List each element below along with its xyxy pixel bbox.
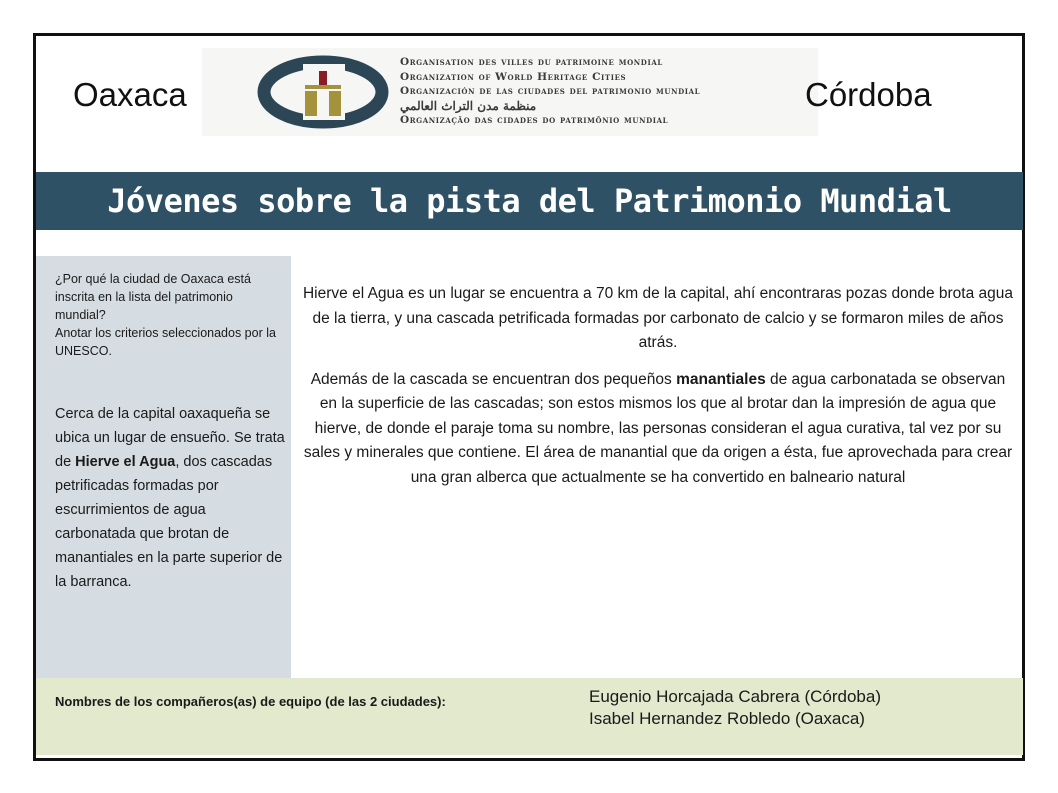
- main-paragraph-2: [300, 368, 1016, 491]
- team-names: [589, 686, 881, 730]
- main-paragraph-1: Hierve el Agua es un lugar se encuentra a 70 km de la capital, ahí encontraras pozas donde brota agua de la tierra, y una cascada petrificada formadas por carbonato de calcio y se formaron miles de años atrás.: [302, 285, 1014, 351]
- logo-line-es: Organización de las ciudades del patrimonio mundial: [400, 85, 701, 97]
- city-oaxaca: Oaxaca: [73, 76, 187, 113]
- team-member-1: Eugenio Horcajada Cabrera (Córdoba): [589, 687, 881, 706]
- logo-line-en: Organization of World Heritage Cities: [400, 70, 627, 83]
- sidebar-question: ¿Por qué la ciudad de Oaxaca está inscrita en la lista del patrimonio mundial?: [55, 272, 251, 322]
- main-p2-rest: de agua carbonatada se observan en la superficie de las cascadas; son estos mismos los que al brotar dan la impresión de agua que hierve, de donde el paraje toma su nombre, las personas consideran el agua curativa, tal vez por su sales y minerales que contiene. El área de manantial que da origen a ésta, fue aprovechada para crear una gran alberca que actualmente se ha convertido en balneario natural: [303, 370, 1013, 486]
- owhc-emblem-icon: [257, 54, 389, 130]
- sidebar-desc-rest: , dos cascadas petrificadas formadas por escurrimientos de agua carbonatada que brotan de manantiales en la parte superior de la barranca.: [55, 454, 283, 590]
- main-description: [300, 282, 1016, 490]
- sidebar-description: [55, 402, 287, 594]
- owhc-logo: [202, 48, 818, 136]
- sidebar-desc-intro: Cerca de la capital oaxaqueña se ubica un lugar de ensueño. Se trata de: [55, 406, 285, 470]
- main-p2-highlight: manantiales: [676, 370, 766, 388]
- title-banner: [36, 172, 1023, 230]
- sidebar-panel: [36, 256, 291, 678]
- team-label: Nombres de los compañeros(as) de equipo (de las 2 ciudades):: [55, 694, 446, 709]
- logo-line-pt: Organização das cidades do patrimônio mundial: [400, 114, 669, 126]
- logo-line-ar: منظمة مدن التراث العالمي: [400, 98, 537, 113]
- banner-title: Jóvenes sobre la pista del Patrimonio Mundial: [107, 182, 952, 220]
- sidebar-instruction: Anotar los criterios seleccionados por la UNESCO.: [55, 326, 276, 358]
- logo-line-fr: Organisation des villes du patrimoine mondial: [400, 56, 663, 68]
- sidebar-question-block: [55, 270, 285, 360]
- team-footer: [36, 678, 1023, 755]
- team-member-2: Isabel Hernandez Robledo (Oaxaca): [589, 709, 865, 728]
- main-p2-intro: Además de la cascada se encuentran dos pequeños: [310, 370, 677, 388]
- city-cordoba: Córdoba: [805, 76, 932, 113]
- sidebar-desc-highlight: Hierve el Agua: [75, 454, 176, 470]
